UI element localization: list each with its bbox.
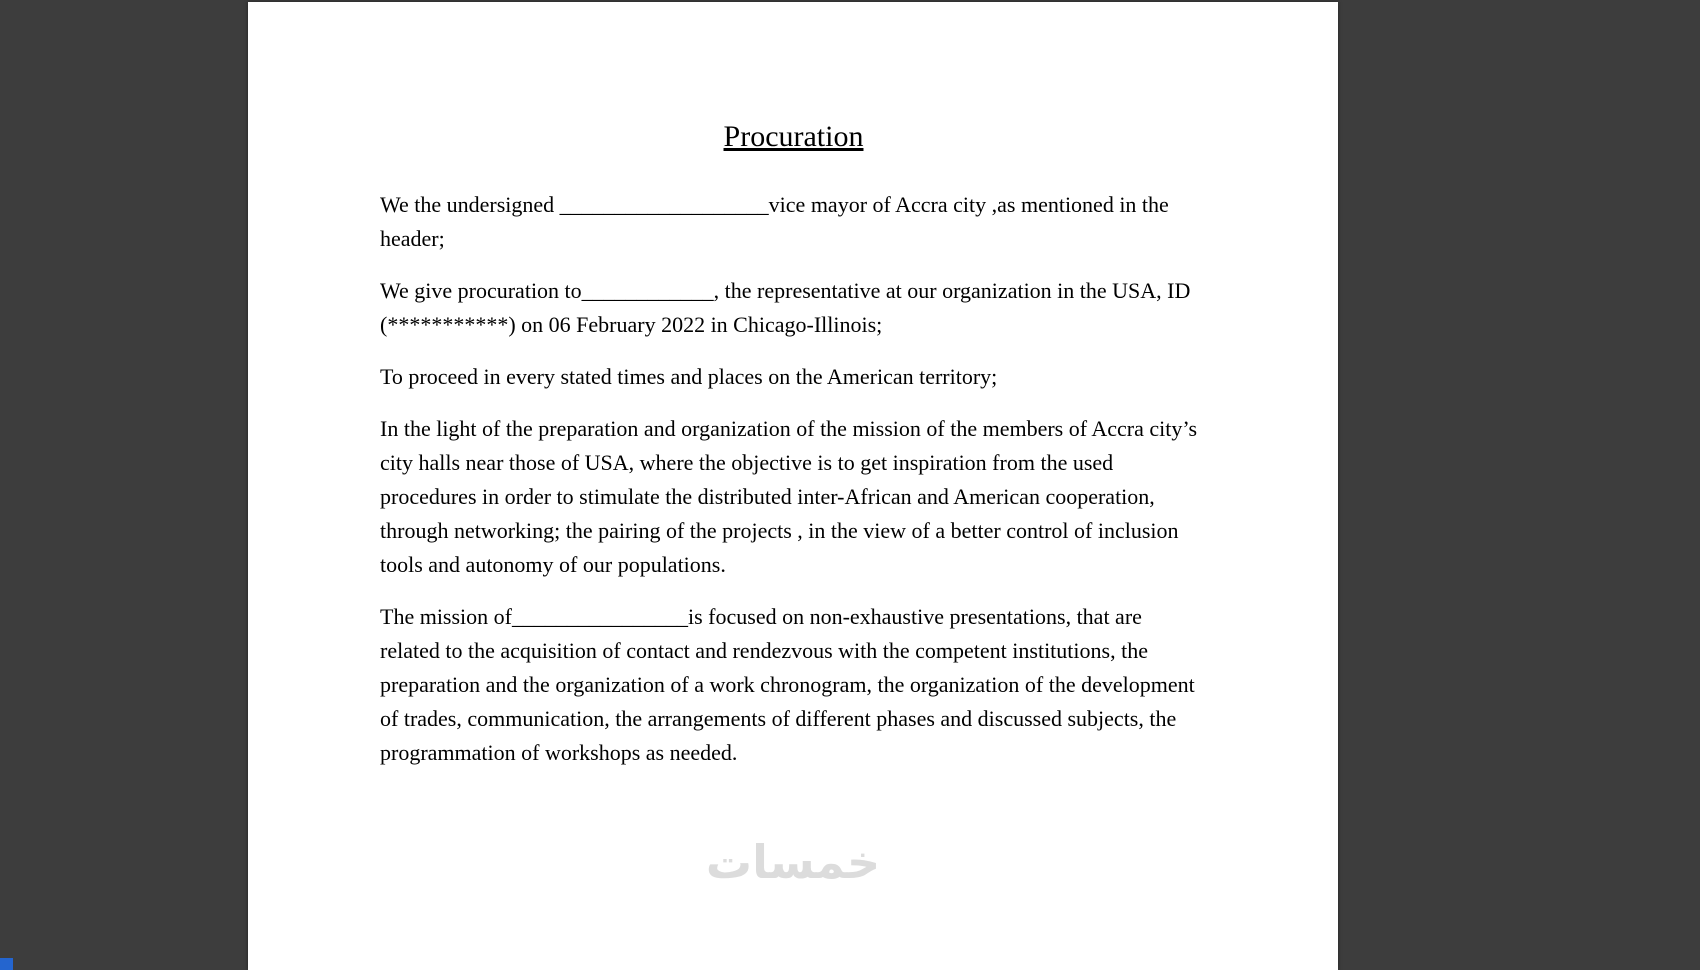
paragraph-proceed[interactable]: To proceed in every stated times and places on the American territory; xyxy=(380,364,998,389)
paragraph-mission-context[interactable]: In the light of the preparation and organization of the mission of the members of Accra city’s city halls near those of USA, where the objective is to get inspiration from the used procedures in order to stimulate the distributed inter-African and American cooperation, through networking; the pairing of the projects , in the view of a better control of inclusion tools and autonomy of our populations. xyxy=(380,416,1198,577)
watermark-khamsat: خمسات xyxy=(705,835,881,889)
document-title: Procuration xyxy=(723,120,864,153)
paragraph-procuration-to[interactable]: We give procuration to____________, the representative at our organization in the USA, ID (***********) on 06 February 2022 in Chicago-Illinois; xyxy=(380,278,1191,337)
document-page[interactable] xyxy=(248,2,1338,970)
paragraph-mission-focus[interactable]: The mission of________________is focused on non-exhaustive presentations, that are related to the acquisition of contact and rendezvous with the competent institutions, the preparation and the organization of a work chronogram, the organization of the development of trades, communication, the arrangements of different phases and discussed subjects, the programmation of workshops as needed. xyxy=(380,604,1195,765)
paragraph-undersigned[interactable]: We the undersigned ___________________vice mayor of Accra city ,as mentioned in the header; xyxy=(380,192,1169,251)
document-body xyxy=(380,188,1207,770)
taskbar-corner-accent xyxy=(0,958,13,970)
